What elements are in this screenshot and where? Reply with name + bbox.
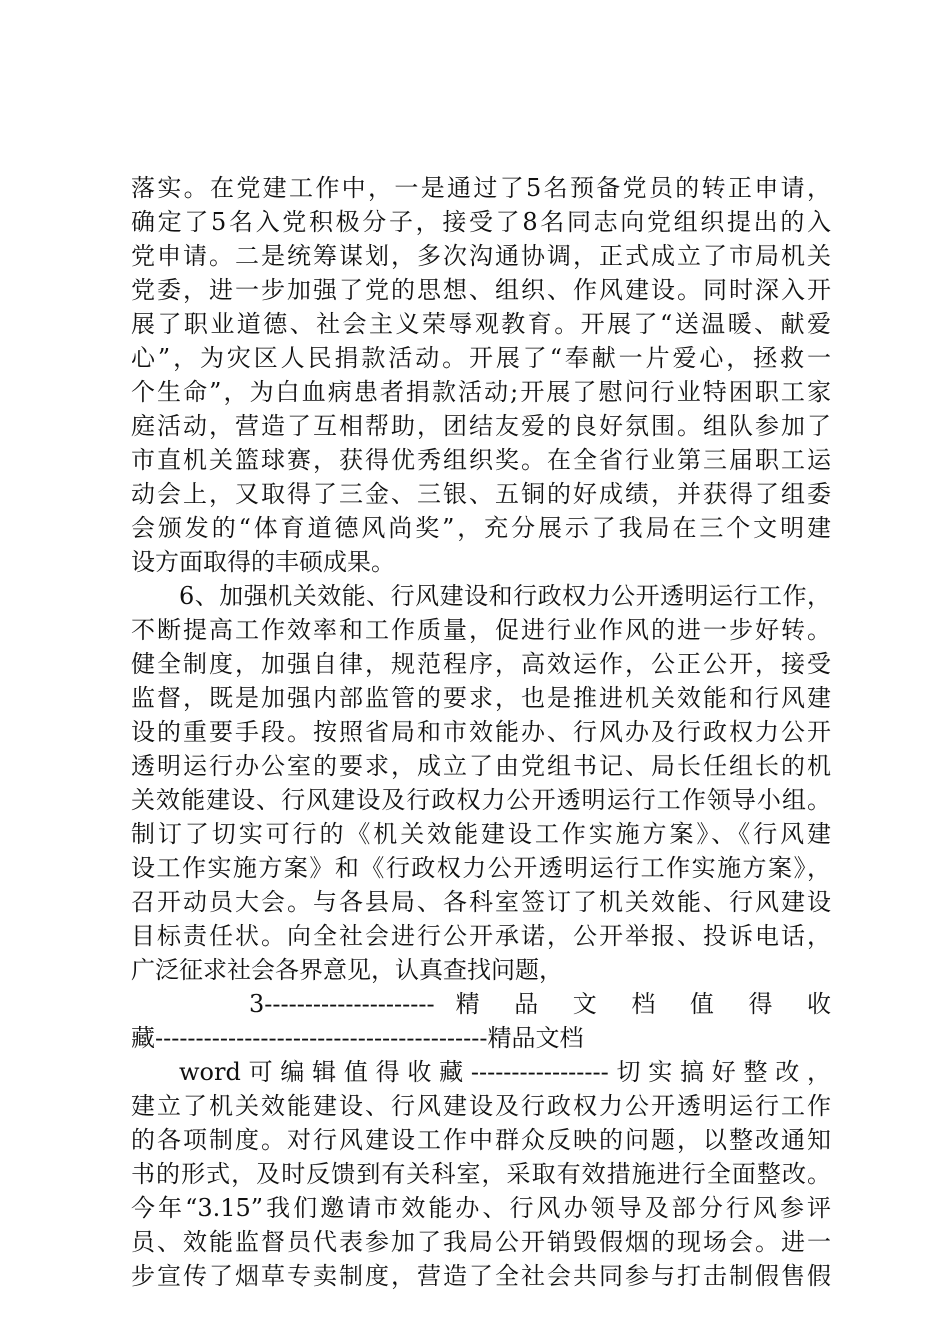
text-line: 员、效能监督员代表参加了我局公开销毁假烟的现场会。进一 xyxy=(131,1228,831,1256)
text-line: 设方面取得的丰硕成果。 xyxy=(131,548,395,576)
text-line: 书的形式，及时反馈到有关科室，采取有效措施进行全面整改。 xyxy=(131,1160,831,1188)
text-line: 的各项制度。对行风建设工作中群众反映的问题，以整改通知 xyxy=(131,1126,831,1154)
watermark-line: 藏-----------------------------------------精品文档 xyxy=(131,1024,584,1052)
watermark-line: 3--------------------- 精 品 文 档 值 得 收 xyxy=(249,990,831,1018)
text-line: 设的重要手段。按照省局和市效能办、行风办及行政权力公开 xyxy=(131,718,831,746)
text-line: 会颁发的“体育道德风尚奖”，充分展示了我局在三个文明建 xyxy=(131,514,831,542)
text-line: 党委，进一步加强了党的思想、组织、作风建设。同时深入开 xyxy=(131,276,831,304)
text-line: 设工作实施方案》和《行政权力公开透明运行工作实施方案》， xyxy=(131,854,831,882)
text-line: 确定了5名入党积极分子，接受了8名同志向党组织提出的入 xyxy=(131,208,831,236)
text-line: 心”，为灾区人民捐款活动。开展了“奉献一片爱心，拯救一 xyxy=(131,344,831,372)
text-line: 健全制度，加强自律，规范程序，高效运作，公正公开，接受 xyxy=(131,650,831,678)
text-line: 步宣传了烟草专卖制度，营造了全社会共同参与打击制假售假 xyxy=(131,1262,831,1290)
text-line: 监督，既是加强内部监管的要求，也是推进机关效能和行风建 xyxy=(131,684,831,712)
text-line: 庭活动，营造了互相帮助，团结友爱的良好氛围。组队参加了 xyxy=(131,412,831,440)
text-line: 市直机关篮球赛，获得优秀组织奖。在全省行业第三届职工运 xyxy=(131,446,831,474)
text-line: 落实。在党建工作中，一是通过了5名预备党员的转正申请， xyxy=(131,174,831,202)
text-line: 动会上，又取得了三金、三银、五铜的好成绩，并获得了组委 xyxy=(131,480,831,508)
text-line: 召开动员大会。与各县局、各科室签订了机关效能、行风建设 xyxy=(131,888,831,916)
text-line: 党申请。二是统筹谋划，多次沟通协调，正式成立了市局机关 xyxy=(131,242,831,270)
document-body xyxy=(131,171,831,1293)
text-line: 展了职业道德、社会主义荣辱观教育。开展了“送温暖、献爱 xyxy=(131,310,831,338)
text-line: 广泛征求社会各界意见，认真查找问题， xyxy=(131,956,563,984)
text-line: 透明运行办公室的要求，成立了由党组书记、局长任组长的机 xyxy=(131,752,831,780)
paragraph-first-line: 6、加强机关效能、行风建设和行政权力公开透明运行工作， xyxy=(179,582,831,610)
text-line: 目标责任状。向全社会进行公开承诺，公开举报、投诉电话， xyxy=(131,922,831,950)
text-line: 关效能建设、行风建设及行政权力公开透明运行工作领导小组。 xyxy=(131,786,831,814)
text-line: 制订了切实可行的《机关效能建设工作实施方案》、《行风建 xyxy=(131,820,831,848)
watermark-line: word可编辑值得收藏-----------------切实搞好整改， xyxy=(179,1058,831,1086)
text-line: 个生命”，为白血病患者捐款活动;开展了慰问行业特困职工家 xyxy=(131,378,831,406)
text-line: 不断提高工作效率和工作质量，促进行业作风的进一步好转。 xyxy=(131,616,831,644)
text-line: 今年“3.15”我们邀请市效能办、行风办领导及部分行风参评 xyxy=(131,1194,831,1222)
text-line: 建立了机关效能建设、行风建设及行政权力公开透明运行工作 xyxy=(131,1092,831,1120)
